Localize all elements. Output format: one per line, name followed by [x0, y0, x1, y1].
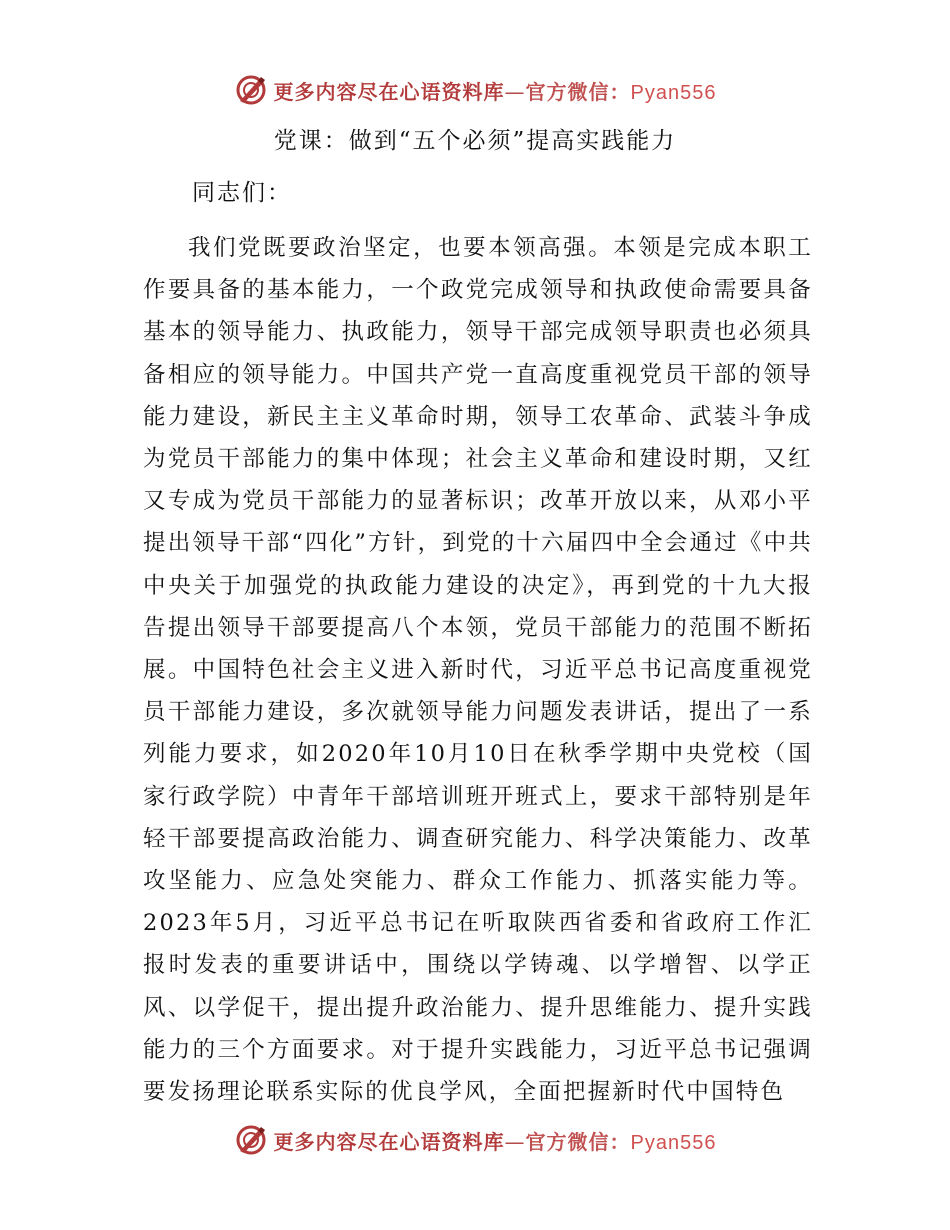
- pen-on-circle-logo-icon: [234, 73, 268, 107]
- header-brand-text: 更多内容尽在心语资料库: [273, 79, 505, 104]
- document-title: 党课：做到“五个必须”提高实践能力: [273, 128, 677, 154]
- header-banner-text: [274, 76, 717, 105]
- header-wechat-id: Pyan556: [630, 81, 717, 104]
- body-paragraph: 我们党既要政治坚定，也要本领高强。本领是完成本职工作要具备的基本能力，一个政党完成领导和执政使命需要具备基本的领导能力、执政能力，领导干部完成领导职责也必须具备相应的领导能力。中国共产党一直高度重视党员干部的领导能力建设，新民主主义革命时期，领导工农革命、武装斗争成为党员干部能力的集中体现；社会主义革命和建设时期，又红又专成为党员干部能力的显著标识；改革开放以来，从邓小平提出领导干部“四化”方针，到党的十六届四中全会通过《中共中央关于加强党的执政能力建设的决定》，再到党的十九大报告提出领导干部要提高八个本领，党员干部能力的范围不断拓展。中国特色社会主义进入新时代，习近平总书记高度重视党员干部能力建设，多次就领导能力问题发表讲话，提出了一系列能力要求，如2020年10月10日在秋季学期中央党校（国家行政学院）中青年干部培训班开班式上，要求干部特别是年轻干部要提高政治能力、调查研究能力、科学决策能力、改革攻坚能力、应急处突能力、群众工作能力、抓落实能力等。2023年5月，习近平总书记在听取陕西省委和省政府工作汇报时发表的重要讲话中，围绕以学铸魂、以学增智、以学正风、以学促干，提出提升政治能力、提升思维能力、提升实践能力的三个方面要求。对于提升实践能力，习近平总书记强调要发扬理论联系实际的优良学风，全面把握新时代中国特色: [143, 235, 813, 1106]
- salutation: 同志们：: [192, 180, 292, 206]
- pen-on-circle-logo-icon: [234, 1123, 268, 1157]
- header-watermark-banner: [0, 70, 950, 110]
- footer-separator: —: [504, 1129, 526, 1154]
- footer-wechat-id: Pyan556: [630, 1131, 717, 1154]
- footer-wechat-label: 官方微信：: [525, 1129, 631, 1154]
- footer-banner-text: [274, 1126, 717, 1155]
- footer-brand-text: 更多内容尽在心语资料库: [273, 1129, 505, 1154]
- header-wechat-label: 官方微信：: [525, 79, 631, 104]
- footer-watermark-banner: [0, 1120, 950, 1160]
- header-separator: —: [504, 79, 526, 104]
